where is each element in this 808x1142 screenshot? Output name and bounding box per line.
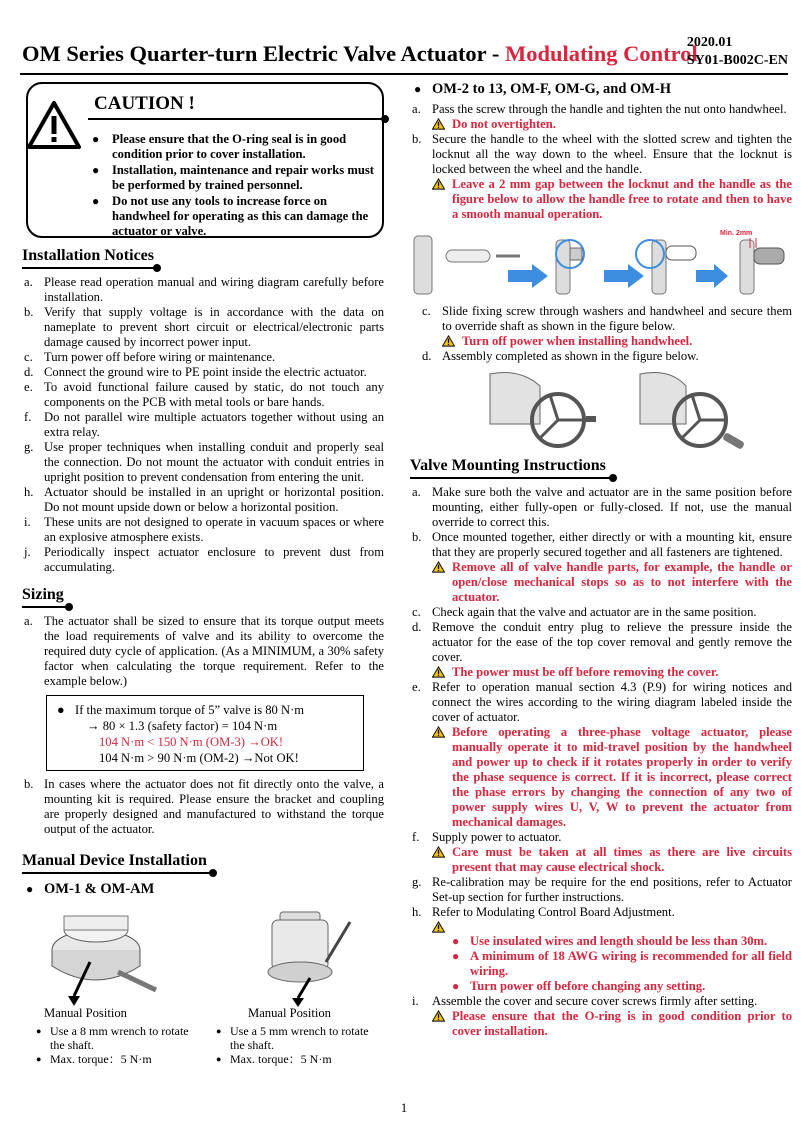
handle-assembly-figure — [410, 228, 792, 300]
installation-list — [22, 275, 384, 575]
list-item: i. These units are not designed to operate in vacuum spaces or where an explosive atmosphere exists. — [24, 515, 384, 544]
note-item: ● Max. torque：5 N·m — [36, 1052, 206, 1066]
list-item: f. Do not parallel wire multiple actuators together without using an extra relay. — [24, 410, 384, 439]
list-item: g. Use proper techniques when installing conduit and properly seal the connection. Do not mount the actuator with conduit entries in upright position to prevent condensation from entering the unit. — [24, 440, 384, 484]
installation-heading: Installation Notices — [22, 246, 154, 269]
warning-icon — [442, 335, 455, 347]
list-item: c. Slide fixing screw through washers and handwheel and secure them to override shaft as shown in the figure below. Turn off power when installing handwheel. — [422, 304, 792, 348]
list-item: b. Once mounted together, either directly or with a mounting kit, ensure that they are properly secured together and all fasteners are tightened. Remove all of valve handle parts, for example, the handle or open/close mechanical stops so as to not interfere with the actuator. — [412, 530, 792, 604]
manual-position-label-right: Manual Position — [248, 1006, 331, 1020]
installation-heading-wrap — [22, 246, 384, 269]
om1-notes-right — [216, 1024, 386, 1066]
warning-icon — [432, 666, 445, 678]
sizing-heading-wrap — [22, 585, 384, 608]
handwheel-steps — [410, 102, 792, 222]
list-item: c. Turn power off before wiring or maintenance. — [24, 350, 276, 364]
om1-subheading: ● OM-1 & OM-AM — [22, 880, 384, 898]
handwheel-assembled-image — [410, 368, 792, 452]
page-title: OM Series Quarter-turn Electric Valve Actuator - Modulating Control — [22, 41, 698, 66]
list-item: i. Assemble the cover and secure cover screws firmly after setting. Please ensure that the O-ring is in good condition prior to cover installation. — [412, 994, 792, 1038]
bullet-dot: ● — [57, 703, 65, 717]
om1-illustrations — [22, 902, 384, 1018]
wiring-bullet: ● Use insulated wires and length should be less than 30m. — [452, 934, 792, 949]
warning-note: Turn off power when installing handwheel. — [442, 334, 792, 349]
document-id — [687, 34, 788, 70]
list-item: g. Re-calibration may be require for the end positions, refer to Actuator Set-up section for further instructions. — [412, 875, 792, 904]
document-code: SY01-B002C-EN — [686, 53, 788, 68]
page-header — [22, 34, 788, 74]
list-item: f. Supply power to actuator. Care must be taken at all times as there are live circuits present that may cause electrical shock. — [412, 830, 792, 874]
example-line: If the maximum torque of 5” valve is 80 N·m — [75, 703, 305, 717]
wiring-bullet: ● Turn power off before changing any setting. — [452, 979, 792, 994]
caution-item: ● Do not use any tools to increase force on handwheel for operating as this can damage the actuator or valve. — [94, 194, 374, 238]
example-line-not-ok: 104 N·m > 90 N·m (OM-2) →Not OK! — [99, 751, 299, 765]
manual-heading-wrap — [22, 851, 384, 874]
list-item: e. Refer to operation manual section 4.3 (P.9) for wiring notices and connect the wires according to the wiring diagram labeled inside the cover of actuator. Before operating a three-phase voltage actuator, please manually operate it to mid-travel position by the handwheel and power up to check if it rotates properly in order to verify the phase sequence is correct. If it is incorrect, please correct the phase errors by changing the connection of any two of power supply wires U, V, W to prevent the actuator from mechanical damages. — [412, 680, 792, 829]
list-item: b. Secure the handle to the wheel with the slotted screw and tighten the locknut all the way down to the wheel. Ensure that the locknut is locked between the wheel and the handle. Leave a 2 mm gap between the locknut and the handle as the figure below to allow the handle free to rotate and then to have a smooth manual operation. — [412, 132, 792, 221]
list-item: a. Make sure both the valve and actuator are in the same position before mounting, either fully-open or fully-closed. If not, use the manual override to correct this. — [412, 485, 792, 529]
warning-note: Leave a 2 mm gap between the locknut and the handle as the figure below to allow the handle free to rotate and then to have a smooth manual operation. — [432, 177, 792, 222]
list-item: b. Verify that supply voltage is in accordance with the data on nameplate to prevent short circuit or electrical/electronic parts damage caused by incorrect power input. — [24, 305, 384, 349]
warning-note: Remove all of valve handle parts, for example, the handle or open/close mechanical stops so as to not interfere with the actuator. — [432, 560, 792, 605]
example-line-ok: 104 N·m < 150 N·m (OM-3) →OK! — [99, 735, 284, 749]
caution-box — [26, 82, 384, 238]
sizing-example-box — [46, 695, 364, 771]
valve-heading: Valve Mounting Instructions — [410, 456, 606, 479]
caution-warning-icon — [26, 100, 82, 150]
sizing-list — [22, 614, 384, 689]
caution-list — [94, 132, 374, 240]
list-item: c. Check again that the valve and actuator are in the same position. — [412, 605, 757, 619]
left-column — [22, 82, 384, 1068]
handwheel-assembled-figure — [410, 368, 792, 452]
page-number: 1 — [400, 1100, 408, 1115]
warning-icon — [432, 118, 445, 130]
document-date: 2020.01 — [686, 35, 733, 50]
heading-rule — [22, 267, 158, 269]
list-item: j. Periodically inspect actuator enclosure to prevent dust from accumulating. — [24, 545, 384, 574]
warning-icon — [432, 726, 445, 738]
heading-rule — [22, 606, 70, 608]
title-divider — [20, 73, 788, 75]
list-item: a. Pass the screw through the handle and tighten the nut onto handwheel. Do not overtighten. — [410, 102, 792, 132]
list-item: d. Assembly completed as shown in the figure below. — [422, 349, 699, 363]
manual-position-label-left: Manual Position — [44, 1006, 127, 1020]
list-item: d. Connect the ground wire to PE point inside the electric actuator. — [24, 365, 367, 379]
wiring-bullet: ● A minimum of 18 AWG wiring is recommended for all field wiring. — [452, 949, 792, 979]
warning-icon — [432, 178, 445, 190]
note-item: ● Max. torque：5 N·m — [216, 1052, 386, 1066]
warning-icon — [432, 846, 445, 858]
caution-item: ● Installation, maintenance and repair works must be performed by trained personnel. — [94, 163, 374, 192]
warning-note — [432, 920, 792, 934]
list-item: d. Remove the conduit entry plug to relieve the pressure inside the actuator for the ease of the top cover removal and gently remove the cover. The power must be off before removing the cover. — [412, 620, 792, 679]
list-item: b. In cases where the actuator does not fit directly onto the valve, a mounting kit is required. Please ensure the bracket and coupling are properly designed and manufactured to withstand the torque output of the actuator. — [24, 777, 384, 836]
list-item: a. Please read operation manual and wiring diagram carefully before installation. — [24, 275, 384, 304]
list-item: h. Refer to Modulating Control Board Adjustment. ● Use insulated wires and length should be less than 30m. ● A minimum of 18 AWG wiring is recommended for all field wiring. ● Turn power off before changing any setting. — [410, 905, 792, 994]
warning-note: The power must be off before removing the cover. — [432, 665, 792, 680]
handwheel-steps-cd — [410, 304, 792, 364]
note-item: ● Use a 5 mm wrench to rotate the shaft. — [216, 1024, 386, 1052]
warning-note: Before operating a three-phase voltage actuator, please manually operate it to mid-travel position by the handwheel and power up to check if it rotates properly in order to verify the phase sequence is correct. If it is incorrect, please correct the phase errors by changing the connection of any two of power supply wires U, V, W to prevent the actuator from mechanical damages. — [432, 725, 792, 830]
gap-label: Min. 2mm — [720, 230, 753, 237]
list-item: a. The actuator shall be sized to ensure that its torque output meets the load requirements of valve and its ability to overcome the required duty cycle of application. (As a MINIMUM, a 30% safety factor when calculating the torque requirement. Refer to the example below.) — [24, 614, 384, 688]
om1-actuator-right-image — [250, 898, 370, 1008]
heading-rule — [410, 477, 614, 479]
valve-heading-wrap — [410, 456, 792, 479]
warning-icon — [432, 1010, 445, 1022]
sizing-heading: Sizing — [22, 585, 64, 608]
warning-note: Do not overtighten. — [432, 117, 792, 132]
wiring-bullets — [452, 934, 792, 994]
om2-subheading: ● OM-2 to 13, OM-F, OM-G, and OM-H — [410, 80, 792, 98]
list-item: h. Actuator should be installed in an upright or horizontal position. Do not mount upside down or below a horizontal position. — [24, 485, 384, 514]
om1-notes — [22, 1024, 384, 1068]
om1-notes-left — [36, 1024, 206, 1066]
note-item: ● Use a 8 mm wrench to rotate the shaft. — [36, 1024, 206, 1052]
heading-rule — [22, 872, 214, 874]
caution-item: ● Please ensure that the O-ring seal is in good condition prior to cover installation. — [94, 132, 374, 161]
om1-actuator-left-image — [38, 910, 178, 1010]
example-line: → 80 × 1.3 (safety factor) = 104 N·m — [87, 719, 278, 733]
caution-rule — [88, 118, 386, 120]
list-item: e. To avoid functional failure caused by static, do not touch any components on the PCB with metal tools or bare hands. — [24, 380, 384, 409]
caution-title: CAUTION ! — [94, 93, 195, 114]
valve-mount-list — [410, 485, 792, 1039]
warning-icon — [432, 561, 445, 573]
warning-note: Care must be taken at all times as there are live circuits present that may cause electrical shock. — [432, 845, 792, 875]
sizing-list-b — [22, 777, 384, 837]
manual-heading: Manual Device Installation — [22, 851, 207, 874]
right-column — [410, 80, 792, 1039]
warning-icon — [432, 921, 445, 933]
warning-note: Please ensure that the O-ring is in good condition prior to cover installation. — [432, 1009, 792, 1039]
